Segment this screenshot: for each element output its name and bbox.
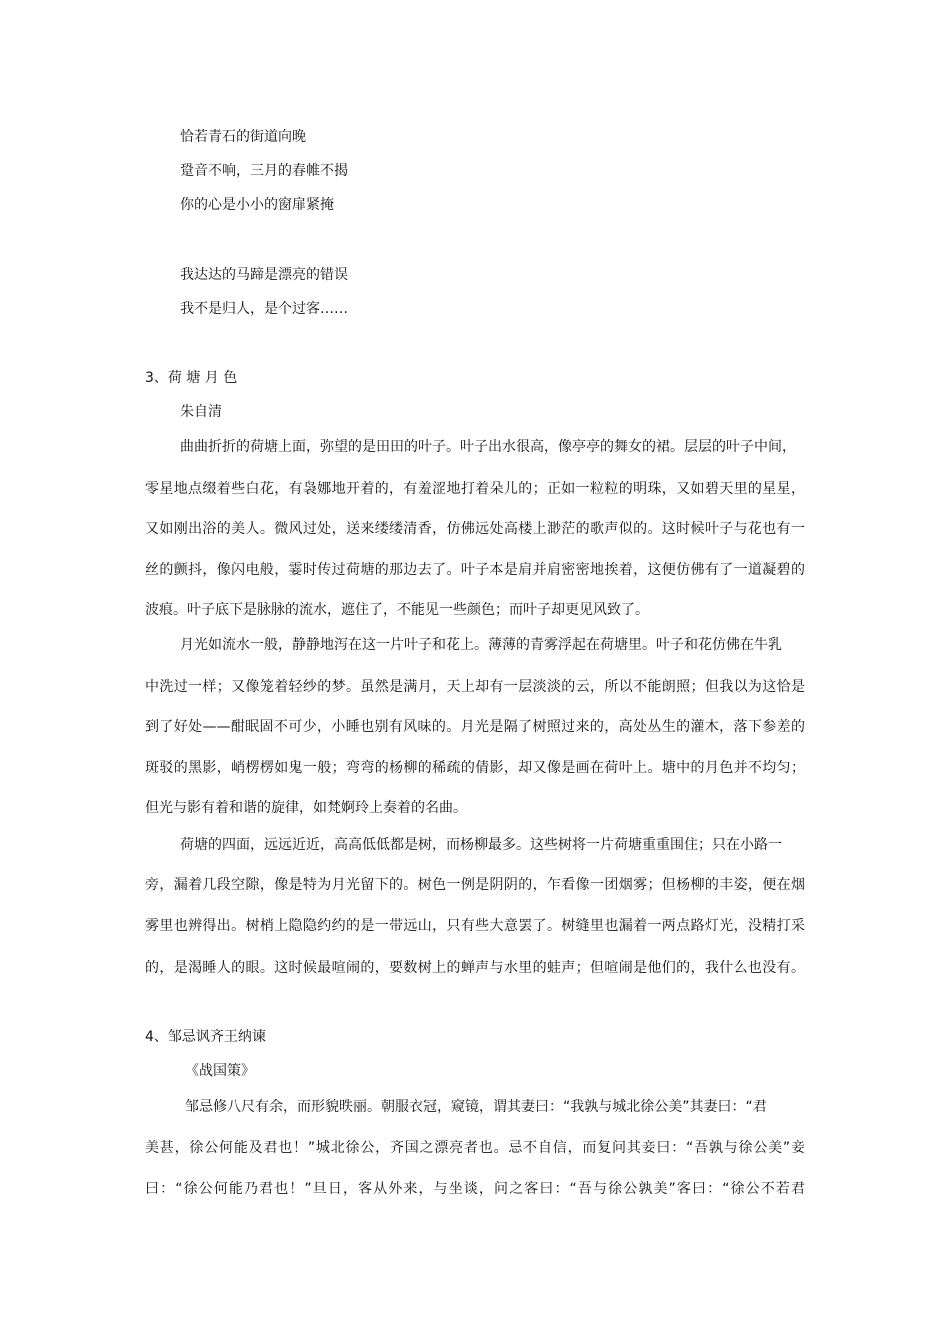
paragraph-line: 的，是渴睡人的眼。这时候最喧闹的，要数树上的蝉声与水里的蛙声；但喧闹是他们的，我什么也没有。 — [145, 960, 805, 976]
paragraph-line: 中洗过一样；又像笼着轻纱的梦。虽然是满月，天上却有一层淡淡的云，所以不能朗照；但我以为这恰是 — [145, 679, 805, 695]
author: 朱自清 — [180, 404, 222, 420]
paragraph-line: 曰：“徐公何能乃君也！”旦日，客从外来，与坐谈，问之客曰：“吾与徐公孰美”客曰：“徐公不若君 — [145, 1181, 805, 1197]
paragraph-line: 到了好处——酣眠固不可少，小睡也别有风味的。月光是隔了树照过来的，高处丛生的灌木，落下参差的 — [145, 719, 805, 735]
paragraph-line: 但光与影有着和谐的旋律，如梵婀玲上奏着的名曲。 — [145, 800, 467, 816]
paragraph-line: 丝的颤抖，像闪电般，霎时传过荷塘的那边去了。叶子本是肩并肩密密地挨着，这便仿佛有了一道凝碧的 — [145, 562, 805, 578]
paragraph-line: 零星地点缀着些白花，有袅娜地开着的，有羞涩地打着朵儿的；正如一粒粒的明珠，又如碧天里的星星， — [145, 481, 805, 497]
paragraph-line: 曲曲折折的荷塘上面，弥望的是田田的叶子。叶子出水很高，像亭亭的舞女的裙。层层的叶子中间， — [180, 439, 796, 455]
paragraph-line: 波痕。叶子底下是脉脉的流水，遮住了，不能见一些颜色；而叶子却更见风致了。 — [145, 602, 649, 618]
source-title: 《战国策》 — [185, 1063, 255, 1079]
paragraph-line: 月光如流水一般，静静地泻在这一片叶子和花上。薄薄的青雾浮起在荷塘里。叶子和花仿佛在牛乳 — [180, 637, 782, 653]
poem-line: 我达达的马蹄是漂亮的错误 — [180, 267, 348, 283]
section-heading: 3、荷 塘 月 色 — [145, 370, 238, 386]
paragraph-line: 又如刚出浴的美人。微风过处，送来缕缕清香，仿佛远处高楼上渺茫的歌声似的。这时候叶子与花也有一 — [145, 521, 805, 537]
paragraph-line: 旁，漏着几段空隙，像是特为月光留下的。树色一例是阴阴的，乍看像一团烟雾；但杨柳的丰姿，便在烟 — [145, 877, 805, 893]
paragraph-line: 斑驳的黑影，峭楞楞如鬼一般；弯弯的杨柳的稀疏的倩影，却又像是画在荷叶上。塘中的月色并不均匀； — [145, 760, 805, 776]
paragraph-line: 美甚，徐公何能及君也！”城北徐公，齐国之漂亮者也。忌不自信，而复问其妾曰：“吾孰与徐公美”妾 — [145, 1140, 805, 1156]
poem-line: 恰若青石的街道向晚 — [180, 129, 306, 145]
section-heading: 4、邹忌讽齐王纳谏 — [145, 1029, 266, 1045]
poem-line: 跫音不响，三月的春帷不揭 — [180, 163, 348, 179]
paragraph-line: 雾里也辨得出。树梢上隐隐约约的是一带远山，只有些大意罢了。树缝里也漏着一两点路灯光，没精打采 — [145, 918, 805, 934]
paragraph-line: 邹忌修八尺有余，而形貌昳丽。朝服衣冠，窥镜，谓其妻曰：“我孰与城北徐公美”其妻曰：“君 — [185, 1099, 767, 1115]
paragraph-line: 荷塘的四面，远远近近，高高低低都是树，而杨柳最多。这些树将一片荷塘重重围住；只在小路一 — [180, 837, 782, 853]
poem-line: 你的心是小小的窗扉紧掩 — [180, 197, 334, 213]
poem-line: 我不是归人，是个过客…… — [180, 301, 348, 317]
